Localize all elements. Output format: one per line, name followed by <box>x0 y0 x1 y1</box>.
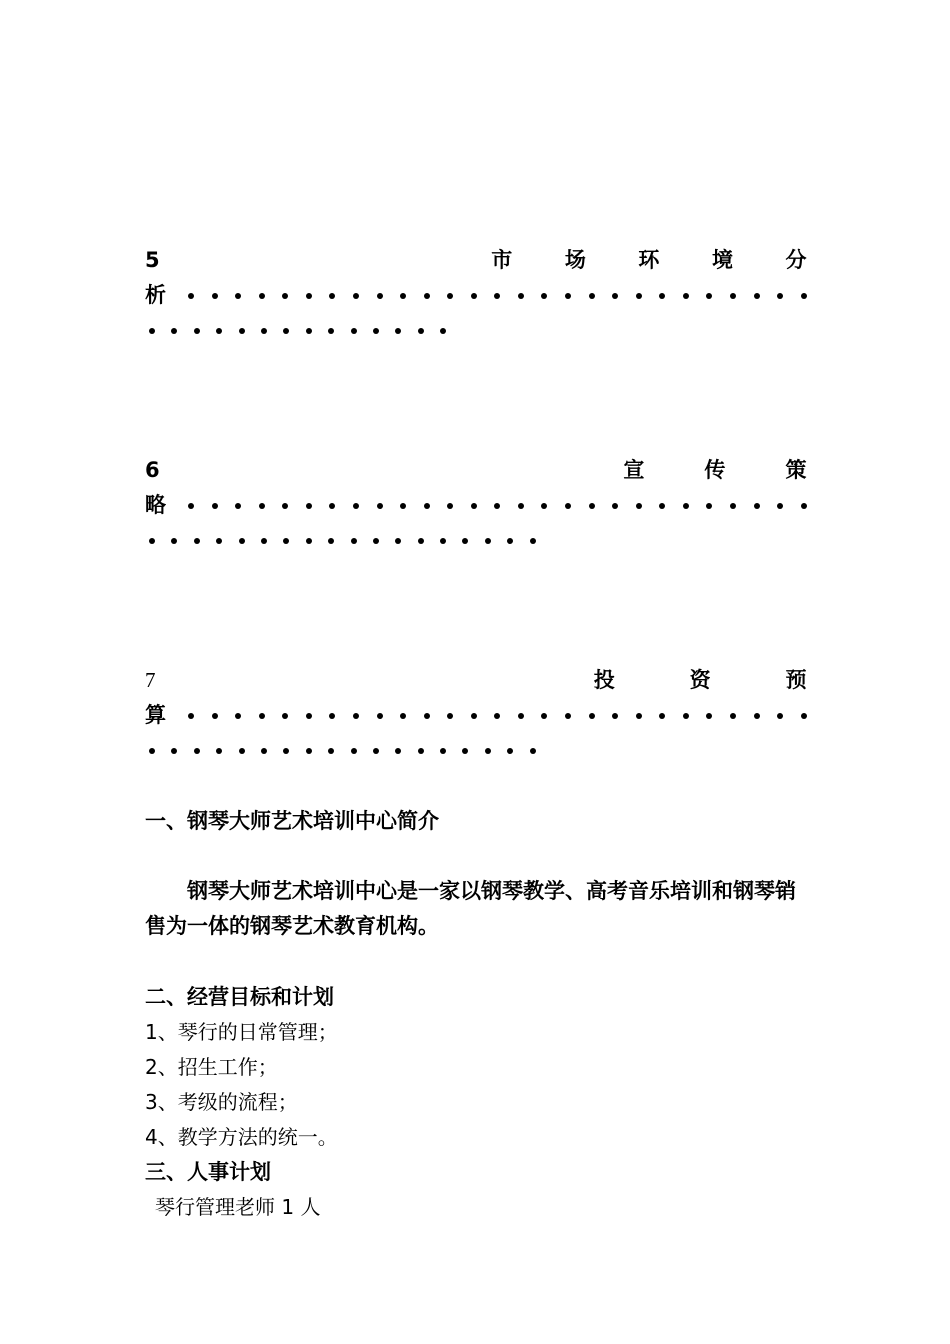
leader-dot <box>418 538 424 544</box>
toc-entry-number: 6 <box>145 458 160 482</box>
leader-dot <box>306 538 312 544</box>
leader-dot <box>424 503 430 509</box>
leader-dot <box>471 713 477 719</box>
leader-dot <box>377 503 383 509</box>
leader-dot <box>373 538 379 544</box>
leader-dot <box>328 328 334 334</box>
leader-dot <box>351 748 357 754</box>
leader-dot <box>149 328 155 334</box>
leader-dot <box>612 293 618 299</box>
leader-dot <box>636 503 642 509</box>
leader-dot <box>424 713 430 719</box>
leader-dot <box>216 748 222 754</box>
leader-dot <box>507 748 513 754</box>
leader-dot <box>400 293 406 299</box>
leader-dot <box>235 713 241 719</box>
leader-dot <box>149 538 155 544</box>
toc-entry-title-line <box>145 663 807 698</box>
leader-dot <box>471 503 477 509</box>
dot-leader-continuation <box>145 313 807 348</box>
leader-dot <box>212 293 218 299</box>
leader-dot <box>706 293 712 299</box>
leader-dot <box>518 293 524 299</box>
leader-dot <box>306 293 312 299</box>
leader-dot <box>377 293 383 299</box>
leader-dot <box>518 713 524 719</box>
leader-dot <box>706 713 712 719</box>
toc-entry-leader-line <box>145 278 807 313</box>
leader-dot <box>636 293 642 299</box>
toc-title-char: 略 <box>145 493 166 517</box>
leader-dot <box>259 713 265 719</box>
leader-dot <box>329 293 335 299</box>
leader-dot <box>282 503 288 509</box>
leader-dot <box>171 748 177 754</box>
leader-dot <box>565 503 571 509</box>
leader-dot <box>683 293 689 299</box>
leader-dot <box>395 748 401 754</box>
leader-dot <box>730 503 736 509</box>
leader-dot <box>730 293 736 299</box>
leader-dot <box>447 293 453 299</box>
toc-title-char: 析 <box>145 283 166 307</box>
dot-leader-continuation <box>145 523 807 558</box>
leader-dot <box>282 293 288 299</box>
leader-dot <box>282 713 288 719</box>
leader-dot <box>612 503 618 509</box>
leader-dot <box>283 748 289 754</box>
leader-dot <box>373 748 379 754</box>
leader-dot <box>261 748 267 754</box>
leader-dot <box>212 503 218 509</box>
leader-dot <box>261 328 267 334</box>
leader-dot <box>377 713 383 719</box>
leader-dot <box>777 293 783 299</box>
toc-entry-leader-line <box>145 698 807 733</box>
leader-dot <box>351 328 357 334</box>
leader-dot <box>541 713 547 719</box>
leader-dot <box>418 748 424 754</box>
leader-dot <box>447 713 453 719</box>
leader-dot <box>706 503 712 509</box>
leader-dot <box>306 713 312 719</box>
leader-dot <box>462 748 468 754</box>
leader-dot <box>306 503 312 509</box>
leader-dot <box>462 538 468 544</box>
leader-dot <box>188 713 194 719</box>
toc-title-char: 算 <box>145 703 166 727</box>
toc-title-char: 投 <box>593 668 615 692</box>
toc-title-char: 传 <box>704 458 726 482</box>
toc-entry-number: 7 <box>145 668 156 692</box>
leader-dot <box>171 328 177 334</box>
leader-dot <box>395 538 401 544</box>
toc-title-char: 资 <box>689 668 711 692</box>
leader-dot <box>216 538 222 544</box>
toc-title-char: 市 <box>491 248 513 272</box>
leader-dot <box>261 538 267 544</box>
leader-dot <box>329 503 335 509</box>
toc-title-char: 预 <box>785 668 807 692</box>
leader-dot <box>400 503 406 509</box>
leader-dot <box>351 538 357 544</box>
toc-entry-5[interactable] <box>145 243 807 348</box>
leader-dot <box>188 293 194 299</box>
leader-dot <box>239 748 245 754</box>
dot-leader <box>188 713 807 719</box>
leader-dot <box>329 713 335 719</box>
leader-dot <box>518 503 524 509</box>
leader-dot <box>424 293 430 299</box>
leader-dot <box>589 503 595 509</box>
toc-title-char: 环 <box>638 248 660 272</box>
leader-dot <box>328 538 334 544</box>
leader-dot <box>194 538 200 544</box>
toc-title-char: 分 <box>785 248 807 272</box>
leader-dot <box>353 293 359 299</box>
toc-entry-7[interactable] <box>145 663 807 768</box>
toc-entry-title-line <box>145 243 807 278</box>
dot-leader <box>188 503 807 509</box>
leader-dot <box>612 713 618 719</box>
toc-entry-6[interactable] <box>145 453 807 558</box>
leader-dot <box>418 328 424 334</box>
leader-dot <box>283 538 289 544</box>
goal-list-item: 1、琴行的日常管理； <box>145 1020 338 1044</box>
leader-dot <box>530 538 536 544</box>
leader-dot <box>447 503 453 509</box>
leader-dot <box>306 748 312 754</box>
leader-dot <box>589 293 595 299</box>
leader-dot <box>541 503 547 509</box>
leader-dot <box>440 538 446 544</box>
section-heading-intro: 一、钢琴大师艺术培训中心简介 <box>145 809 439 833</box>
leader-dot <box>683 503 689 509</box>
leader-dot <box>188 503 194 509</box>
leader-dot <box>235 293 241 299</box>
toc-title-char: 场 <box>564 248 586 272</box>
leader-dot <box>801 713 807 719</box>
toc-entry-number: 5 <box>145 248 160 272</box>
toc-title-char: 宣 <box>623 458 645 482</box>
leader-dot <box>801 293 807 299</box>
intro-paragraph: 钢琴大师艺术培训中心是一家以钢琴教学、高考音乐培训和钢琴销售为一体的钢琴艺术教育机构。 <box>145 879 796 938</box>
leader-dot <box>353 713 359 719</box>
leader-dot <box>485 748 491 754</box>
leader-dot <box>730 713 736 719</box>
leader-dot <box>754 503 760 509</box>
leader-dot <box>395 328 401 334</box>
dot-leader-continuation <box>145 733 807 768</box>
leader-dot <box>494 503 500 509</box>
section-heading-staffing: 三、人事计划 <box>145 1160 271 1184</box>
leader-dot <box>494 293 500 299</box>
leader-dot <box>801 503 807 509</box>
toc-title-char: 境 <box>711 248 733 272</box>
leader-dot <box>541 293 547 299</box>
leader-dot <box>777 503 783 509</box>
leader-dot <box>565 293 571 299</box>
leader-dot <box>471 293 477 299</box>
leader-dot <box>754 293 760 299</box>
dot-leader <box>188 293 807 299</box>
leader-dot <box>485 538 491 544</box>
leader-dot <box>659 293 665 299</box>
leader-dot <box>171 538 177 544</box>
leader-dot <box>194 748 200 754</box>
leader-dot <box>636 713 642 719</box>
leader-dot <box>530 748 536 754</box>
leader-dot <box>259 293 265 299</box>
leader-dot <box>235 503 241 509</box>
leader-dot <box>216 328 222 334</box>
leader-dot <box>659 503 665 509</box>
section-heading-goals: 二、经营目标和计划 <box>145 985 334 1009</box>
toc-title-char: 策 <box>785 458 807 482</box>
staffing-list-item: 琴行管理老师 1 人 <box>155 1195 321 1219</box>
leader-dot <box>306 328 312 334</box>
goal-list-item: 3、考级的流程； <box>145 1090 298 1114</box>
leader-dot <box>239 538 245 544</box>
leader-dot <box>259 503 265 509</box>
leader-dot <box>507 538 513 544</box>
leader-dot <box>373 328 379 334</box>
leader-dot <box>565 713 571 719</box>
leader-dot <box>589 713 595 719</box>
leader-dot <box>400 713 406 719</box>
leader-dot <box>494 713 500 719</box>
toc-entry-title-line <box>145 453 807 488</box>
leader-dot <box>239 328 245 334</box>
leader-dot <box>353 503 359 509</box>
leader-dot <box>283 328 289 334</box>
leader-dot <box>194 328 200 334</box>
leader-dot <box>440 748 446 754</box>
leader-dot <box>149 748 155 754</box>
toc-entry-leader-line <box>145 488 807 523</box>
leader-dot <box>777 713 783 719</box>
leader-dot <box>683 713 689 719</box>
leader-dot <box>440 328 446 334</box>
goal-list-item: 4、教学方法的统一。 <box>145 1125 338 1149</box>
leader-dot <box>754 713 760 719</box>
leader-dot <box>328 748 334 754</box>
leader-dot <box>659 713 665 719</box>
goal-list-item: 2、招生工作； <box>145 1055 278 1079</box>
leader-dot <box>212 713 218 719</box>
